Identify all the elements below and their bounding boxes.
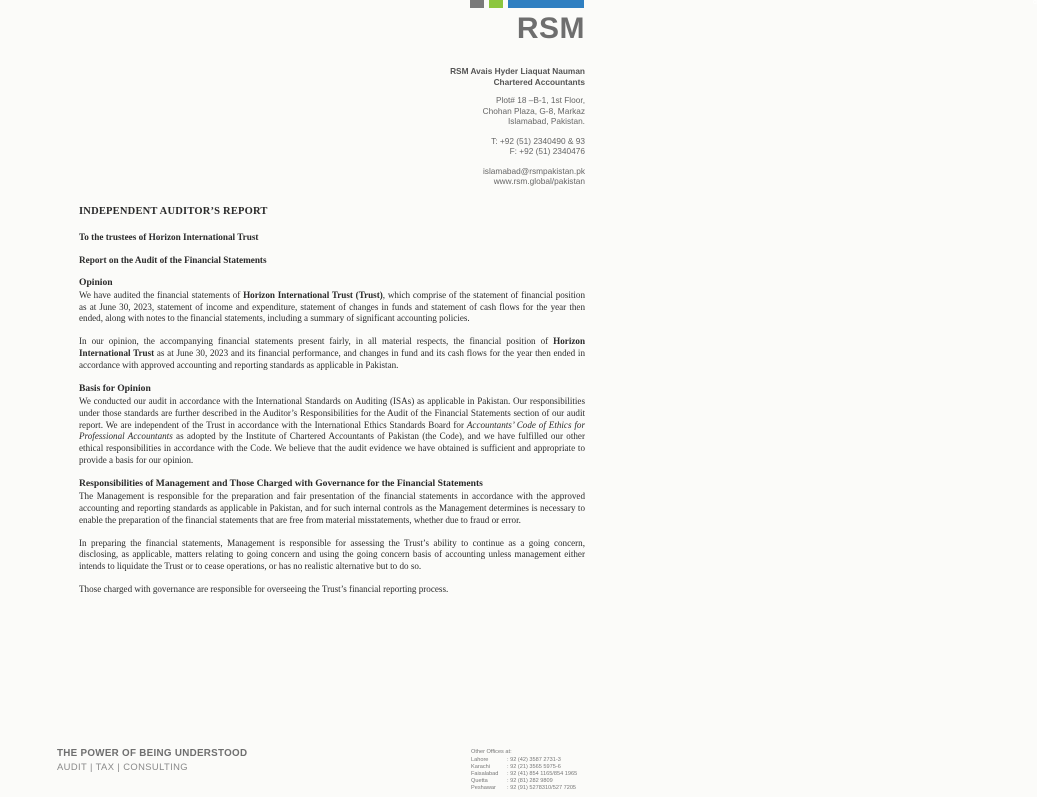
office-phone: : 92 (91) 5278310/527 7205 <box>507 784 577 791</box>
responsibilities-paragraph-1: The Management is responsible for the preparation and fair presentation of the financial statements in accordance with the approved accounting and reporting standards as applicable in Pakistan, and for such internal controls as the Management determines is necessary to enable the preparation of the financial statements that are free from material misstatements, whether due to fraud or error. <box>79 491 585 525</box>
logo-bar-green <box>489 0 503 8</box>
opinion-heading: Opinion <box>79 277 113 288</box>
phone-number: T: +92 (51) 2340490 & 93 <box>491 135 585 146</box>
office-city: Faisalabad <box>471 770 499 777</box>
other-offices <box>471 749 577 791</box>
text-run: as adopted by the Institute of Chartered Accountants of Pakistan (the Code), and we have fulfilled our other ethical responsibilities in accordance with the Code. We believe that the audit evidence we have obtained is sufficient and appropriate to provide a basis for our opinion. <box>79 431 585 465</box>
address-line: Plot# 18 –B-1, 1st Floor, <box>495 95 585 105</box>
basis-heading: Basis for Opinion <box>79 383 151 395</box>
report-title: INDEPENDENT AUDITOR’S REPORT <box>79 206 268 217</box>
address-line: Islamabad, Pakistan. <box>507 116 585 126</box>
office-phone: : 92 (81) 282 9809 <box>507 777 553 784</box>
logo-bar-blue <box>508 0 584 8</box>
office-city: Quetta <box>471 777 488 784</box>
office-city: Karachi <box>471 763 490 770</box>
text-run: , which comprise of the statement of financial position as at June 30, 2023, statement of income and expenditure, statement of changes in funds and statement of cash flows for the year then ended, along with notes to the financial statements, including a summary of significant accounting policies. <box>79 290 585 324</box>
firm-contact-block <box>450 66 585 187</box>
text-run: as at June 30, 2023 and its financial performance, and changes in fund and its cash flows for the year then ended in accordance with approved accounting and reporting standards as applicable in Pakistan. <box>79 347 586 370</box>
firm-address <box>450 95 585 127</box>
footer-services: AUDIT | TAX | CONSULTING <box>57 761 188 772</box>
text-run: We conducted our audit in accordance with the International Standards on Auditing (ISAs) as applicable in Pakistan. Our responsibilities under those standards are further described in the Auditor’s Responsibilities for the Audit of the Financial Statements section of our audit report. We are independent of the Trust in accordance with the International Ethics Standards Board for <box>79 396 585 430</box>
office-city: Lahore <box>471 756 489 763</box>
office-phone: : 92 (21) 3565 5975-6 <box>507 763 561 770</box>
report-addressee: To the trustees of Horizon International Trust <box>79 232 259 242</box>
text-run: In our opinion, the accompanying financial statements present fairly, in all material respects, the financial position of <box>79 336 554 347</box>
opinion-paragraph-1 <box>79 290 585 325</box>
office-row <box>471 764 577 771</box>
report-subtitle: Report on the Audit of the Financial Statements <box>79 255 267 265</box>
entity-name: Horizon International Trust (Trust) <box>243 290 383 300</box>
logo-bar-grey <box>470 0 484 8</box>
firm-subtitle: Chartered Accountants <box>493 76 585 87</box>
office-phone: : 92 (42) 3587 2731-3 <box>507 756 561 763</box>
office-city: Peshawar <box>471 784 496 791</box>
responsibilities-paragraph-2: In preparing the financial statements, Management is responsible for assessing the Trust’s ability to continue as a going concern, disclosing, as applicable, matters relating to going concern and using the going concern basis of accounting unless management either intends to liquidate the Trust or to cease operations, or has no realistic alternative but to do so. <box>79 537 585 571</box>
office-row <box>471 771 577 778</box>
opinion-paragraph-2 <box>79 336 585 371</box>
code-of-ethics-title: Accountants’ Code of Ethics for Professional Accountants <box>79 419 585 442</box>
text-run: We have audited the financial statements of <box>79 290 244 300</box>
footer-tagline: THE POWER OF BEING UNDERSTOOD <box>57 748 248 759</box>
offices-title: Other Offices at: <box>471 749 512 755</box>
entity-name: Horizon International Trust <box>79 336 585 358</box>
office-phone: : 92 (41) 854 1165/854 1965 <box>507 770 578 777</box>
email-link[interactable]: islamabad@rsmpakistan.pk <box>482 165 585 176</box>
office-row <box>471 785 577 792</box>
footer-branding <box>57 748 247 772</box>
firm-phones <box>450 136 585 157</box>
website-link[interactable]: www.rsm.global/pakistan <box>493 176 585 186</box>
logo-small-text: d <box>1033 0 1037 6</box>
fax-number: F: +92 (51) 2340476 <box>509 146 585 156</box>
responsibilities-paragraph-3: Those charged with governance are responsible for overseeing the Trust’s financial reporting process. <box>79 583 449 594</box>
basis-paragraph <box>79 396 585 466</box>
auditor-report <box>79 206 585 595</box>
responsibilities-heading: Responsibilities of Management and Those Charged with Governance for the Financial Statements <box>79 478 483 490</box>
rsm-logo-bars <box>470 0 1037 10</box>
office-row <box>471 778 577 785</box>
address-line: Chohan Plaza, G-8, Markaz <box>482 105 585 116</box>
firm-name: RSM Avais Hyder Liaquat Nauman <box>450 66 585 76</box>
rsm-logo: RSM <box>516 12 585 45</box>
firm-web <box>450 166 585 187</box>
office-row <box>471 757 577 764</box>
